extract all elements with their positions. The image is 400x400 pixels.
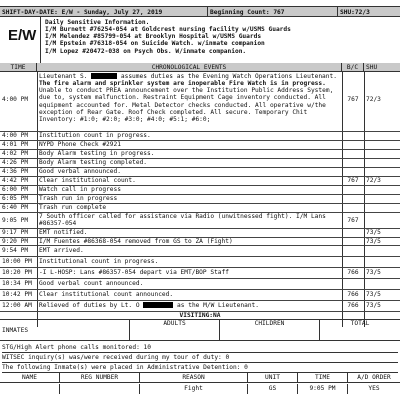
events-table bbox=[0, 72, 400, 245]
table-row: 4:02 PM Body Alarm testing in progress. bbox=[2, 150, 155, 157]
footer-line: The following Inmate(s) were placed in Administrative Detention: 0 bbox=[2, 363, 398, 373]
footer-line: STG/High Alert phone calls monitored: 10 bbox=[2, 343, 398, 353]
col-shu: SHU bbox=[366, 64, 378, 71]
table-row: 10:00 PM Institutional count in progress. bbox=[2, 258, 159, 265]
visiting-adults: ADULTS bbox=[130, 320, 220, 340]
summary-block bbox=[0, 17, 400, 64]
table-row: 9:17 PM EMT notified. 73/5 bbox=[2, 229, 381, 236]
redaction-bar bbox=[143, 302, 173, 308]
beginning-count: Beginning Count: 767 bbox=[208, 7, 338, 16]
table-row: 9:05 PM 7 South officer called for assistance via Radio (unwitnessed fight). I/M Lans #86357-054 767 bbox=[2, 213, 359, 228]
table-row: 4:26 PM Body Alarm testing completed. bbox=[2, 159, 148, 166]
table-row: 10:20 PM -I L-HOSP: Lans #86357-054 depart via EMT/BOP Staff 766 73/5 bbox=[2, 269, 381, 276]
visiting-children: CHILDREN bbox=[220, 320, 320, 340]
col-bc: B/C bbox=[342, 63, 364, 71]
event-shu: 72/3 bbox=[366, 96, 381, 103]
table-row: 6:05 PM Trash run in progress bbox=[2, 195, 118, 202]
events-table-continued bbox=[0, 245, 400, 327]
visiting-inmates: INMATES bbox=[0, 320, 130, 340]
summary-line: Daily Sensitive Information. bbox=[45, 19, 150, 26]
visiting-table bbox=[0, 319, 400, 341]
table-row: 4:00 PM Institution count in progress. bbox=[2, 132, 151, 139]
shu-count: SHU:72/3 bbox=[340, 9, 370, 16]
table-row: 9:54 PM EMT arrived. bbox=[2, 247, 84, 254]
table-row: 10:34 PM Good verbal count announced. bbox=[2, 280, 144, 287]
footer-line: WITSEC inquiry(s) was/were received during my tour of duty: 0 bbox=[2, 353, 398, 363]
table-row: 4:01 PM NYPD Phone Check #2921 bbox=[2, 141, 121, 148]
event-bc: 767 bbox=[347, 96, 359, 103]
summary-lines bbox=[45, 19, 395, 55]
visiting-total: TOTAL bbox=[350, 320, 370, 327]
tour-label: E/W bbox=[8, 27, 37, 44]
ad-table-row: Fight GS 9:05 PM YES bbox=[0, 384, 400, 394]
table-row: 6:00 PM Watch call in progress bbox=[2, 186, 121, 193]
table-row: 9:20 PM I/M Fuentes #86368-054 removed from GS to ZA (Fight) 73/5 bbox=[2, 238, 381, 245]
table-row: 6:40 PM Trash run complete bbox=[2, 204, 107, 211]
event-time: 4:00 PM bbox=[2, 96, 29, 103]
visiting-title: VISITING:NA bbox=[179, 312, 221, 319]
summary-line: I/M Epstein #76318-054 on Suicide Watch. w/inmate companion bbox=[45, 40, 265, 48]
table-row: 10:42 PM Clear institutional count announced. 766 73/5 bbox=[2, 291, 381, 298]
table-row: 12:00 AM Relieved of duties by Lt. O as the M/W Lieutenant. 766 73/5 bbox=[2, 302, 381, 309]
summary-line: I/M Melendez #85799-054 at Brooklyn Hospital w/USMS Guards bbox=[45, 33, 262, 41]
shift-day-date: SHIFT-DAY-DATE: E/W - Sunday, July 27, 2019 bbox=[0, 7, 208, 16]
table-row: 4:36 PM Good verbal announced. bbox=[2, 168, 121, 175]
summary-line: I/M Lopez #20472-038 on Psych Obs. W/inmate companion. bbox=[45, 47, 247, 55]
redaction-bar bbox=[91, 73, 117, 79]
footer-notes bbox=[2, 343, 398, 373]
table-row bbox=[0, 72, 400, 131]
col-time: TIME bbox=[0, 63, 37, 71]
event-text: Lieutenant S. assumes duties as the Evening Watch Operations Lieutenant. The fire alarm and sprinkler system are inoperable Fire Watch is in progress. Unable to conduct PREA announcement over the Institution Public Address System, due to, system malfunction. Restraint Equipment Cage inventory conducted. All equipment accounted for. Metal Detector checks conducted. All operative w/the exception of Rear Gate. Roof Check completed. All secure. Temporary Chit Inventory: #1:0; #2:0; #3:0; #4:0; #5:1; #6:0; bbox=[39, 73, 337, 123]
col-events: CHRONOLOGICAL EVENTS bbox=[37, 63, 342, 71]
column-headers bbox=[0, 63, 400, 72]
table-row: 4:42 PM Clear institutional count. 767 72/3 bbox=[2, 177, 381, 184]
summary-line: I/M Burnett #76254-054 at Goldcrest nursing facility w/USMS Guards bbox=[45, 26, 291, 34]
ad-table-header: NAME REG NUMBER REASON UNIT TIME A/D ORDER bbox=[0, 373, 400, 383]
header-bar bbox=[0, 6, 400, 17]
